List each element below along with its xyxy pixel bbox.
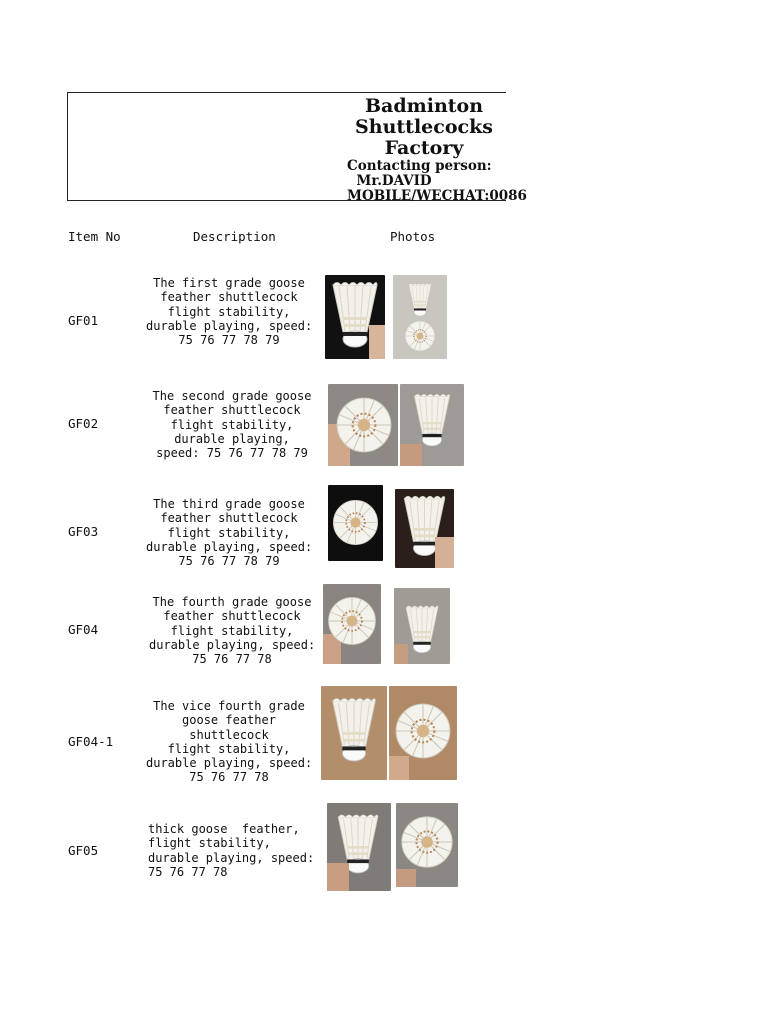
item-number: GF04-1 xyxy=(68,734,114,749)
product-photo xyxy=(325,275,385,359)
column-header-photos: Photos xyxy=(390,229,436,244)
item-number: GF04 xyxy=(68,622,99,637)
item-number: GF05 xyxy=(68,843,99,858)
contact-info: Contacting person: Mr.DAVID MOBILE/WECHAT:0086 xyxy=(347,158,527,204)
item-description: The third grade goose feather shuttlecock flight stability, durable playing, speed: 75 76 77 78 79 xyxy=(146,497,313,569)
product-photo xyxy=(323,584,381,664)
product-photo xyxy=(393,275,447,359)
item-description: The first grade goose feather shuttlecock flight stability, durable playing, speed: 75 76 77 78 79 xyxy=(146,276,313,348)
item-number: GF02 xyxy=(68,416,99,431)
item-number: GF03 xyxy=(68,524,99,539)
product-photo xyxy=(396,803,458,887)
item-description: The vice fourth grade goose feather shuttlecock flight stability, durable playing, speed: 75 76 77 78 xyxy=(146,699,313,785)
column-header-description: Description xyxy=(193,229,276,244)
product-photo xyxy=(400,384,464,466)
product-photo xyxy=(321,686,387,780)
product-photo xyxy=(389,686,457,780)
product-photo xyxy=(327,803,391,891)
factory-title: Badminton Shuttlecocks Factory xyxy=(355,95,493,159)
header-box xyxy=(67,92,527,204)
product-photo xyxy=(328,384,398,466)
product-photo xyxy=(395,489,454,568)
item-description: thick goose feather, flight stability, durable playing, speed: 75 76 77 78 xyxy=(148,822,315,879)
product-photo xyxy=(328,485,383,561)
item-description: The second grade goose feather shuttlecock flight stability, durable playing, speed: 75 76 77 78 79 xyxy=(152,389,312,461)
item-number: GF01 xyxy=(68,313,99,328)
product-photo xyxy=(394,588,450,664)
item-description: The fourth grade goose feather shuttlecock flight stability, durable playing, speed: 75 76 77 78 xyxy=(149,595,316,667)
column-header-item-no: Item No xyxy=(68,229,121,244)
